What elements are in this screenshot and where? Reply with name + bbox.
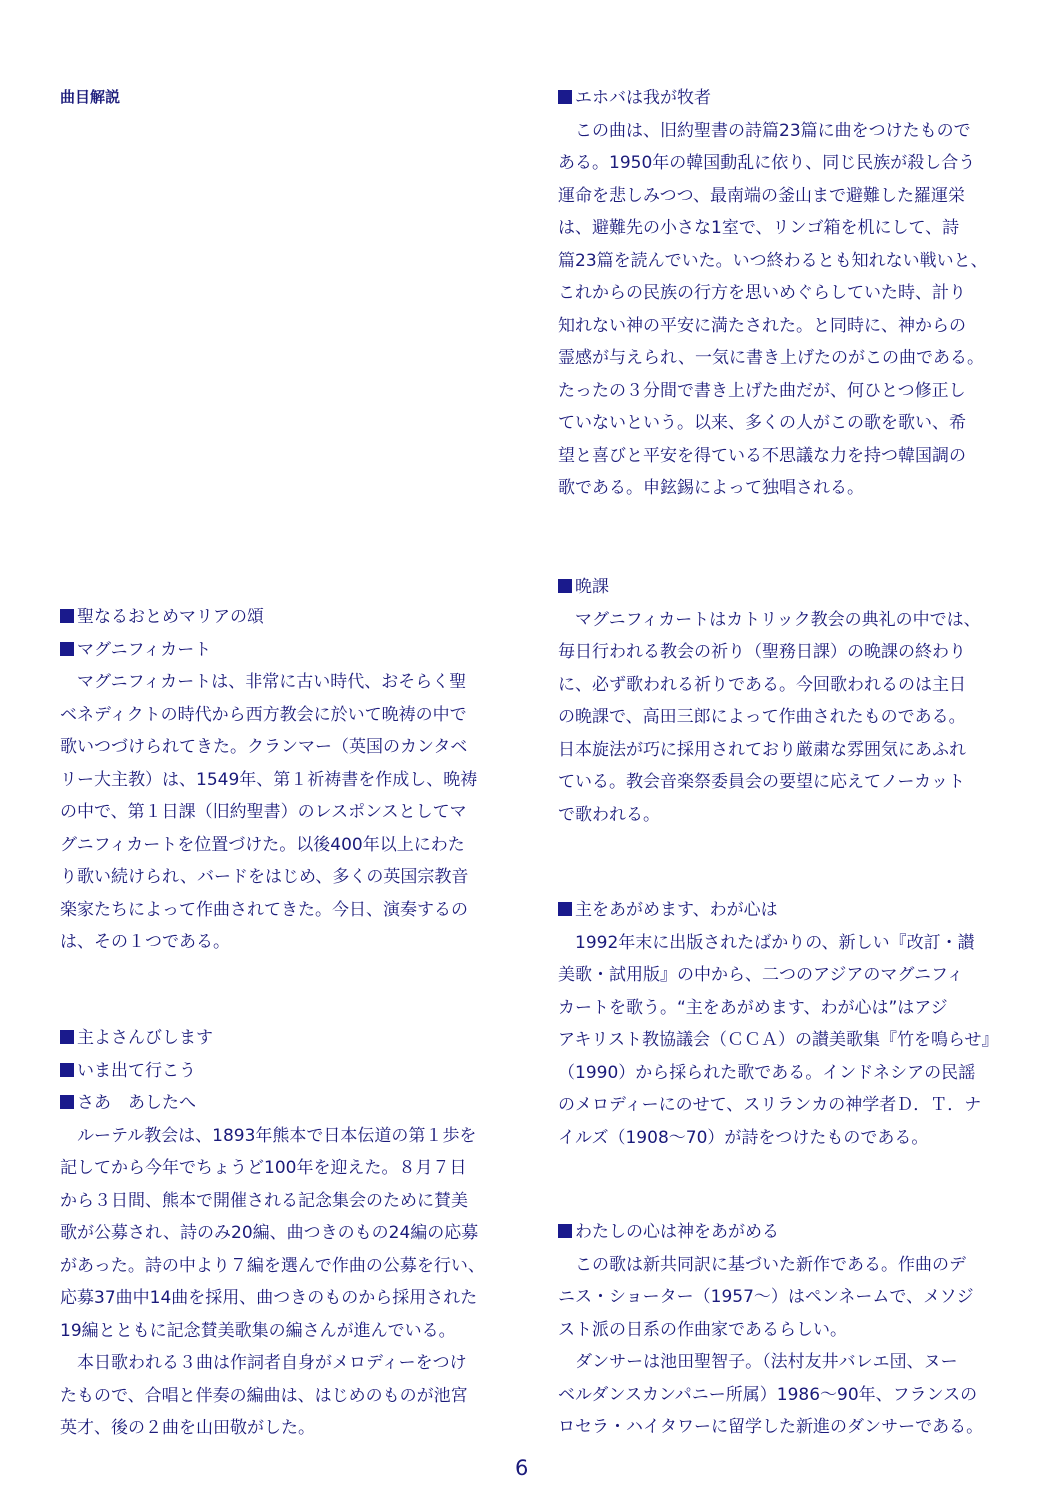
text-line: 知れない神の平安に満たされた。と同時に、神からの: [558, 315, 966, 336]
section-vespers: [558, 571, 1008, 831]
section-title: 聖なるおとめマリアの頌: [60, 601, 510, 634]
text-line: のメロディーにのせて、スリランカの神学者Ｄ．Ｔ．ナ: [558, 1095, 982, 1115]
text-line: ていないという。以来、多くの人がこの歌を歌い、希: [558, 413, 966, 433]
text-line: グニフィカートを位置づけた。以後400年以上にわた: [60, 834, 465, 855]
text-line: 応募37曲中14曲を採用、曲つきのものから採用された: [60, 1288, 478, 1308]
text-line: この曲は、旧約聖書の詩篇23篇に曲をつけたもので: [575, 120, 971, 141]
square-bullet-icon: [60, 642, 74, 656]
square-bullet-icon: [60, 1063, 74, 1077]
text-line: ベネディクトの時代から西方教会に於いて晩祷の中で: [60, 704, 467, 725]
text-line: イルズ（1908〜70）が詩をつけたものである。: [558, 1127, 929, 1148]
section-jehovah: [558, 82, 1008, 505]
text-line: 望と喜びと平安を得ている不思議な力を持つ韓国調の: [558, 445, 966, 466]
section-magnificat: [60, 601, 510, 959]
text-line: があった。詩の中より７編を選んで作曲の公募を行い、: [60, 1255, 485, 1276]
text-line: 英才、後の２曲を山田敬がした。: [60, 1418, 315, 1438]
text-line: 1992年末に出版されたばかりの、新しい『改訂・讃: [575, 932, 975, 953]
square-bullet-icon: [60, 1095, 74, 1109]
text-line: ルーテル教会は、1893年熊本で日本伝道の第１歩を: [77, 1125, 477, 1146]
square-bullet-icon: [60, 609, 74, 623]
text-line: マグニフィカートは、非常に古い時代、おそらく聖: [77, 672, 467, 692]
section-praise-my-heart: [558, 894, 1008, 1154]
text-line: で歌われる。: [558, 804, 660, 825]
text-line: 本日歌われる３曲は作詞者自身がメロディーをつけ: [77, 1353, 467, 1373]
section-title: 主をあがめます、わが心は: [558, 894, 1008, 927]
text-line: から３日間、熊本で開催される記念集会のために賛美: [60, 1190, 468, 1211]
text-line: これからの民族の行方を思いめぐらしていた時、計り: [558, 283, 966, 303]
text-line: 歌である。申鉉錫によって独唱される。: [558, 478, 864, 498]
text-line: は、その１つである。: [60, 932, 230, 952]
text-line: に、必ず歌われる祈りである。今回歌われるのは主日: [558, 674, 966, 695]
text-line: 日本旋法が巧に採用されており厳粛な雰囲気にあふれ: [558, 739, 966, 760]
text-line: アキリスト教協議会（ＣＣＡ）の讃美歌集『竹を鳴らせ』: [558, 1030, 999, 1050]
text-line: り歌い続けられ、バードをはじめ、多くの英国宗教音: [60, 867, 469, 887]
text-line: ニス・ショーター（1957〜）はペンネームで、メソジ: [558, 1287, 974, 1307]
page-number: 6: [515, 1456, 529, 1480]
text-line: ベルダンスカンパニー所属）1986〜90年、フランスの: [558, 1384, 978, 1405]
section-title: マグニフィカート: [60, 634, 510, 667]
text-line: は、避難先の小さな1室で、リンゴ箱を机にして、詩: [558, 218, 960, 238]
text-line: 歌が公募され、詩のみ20編、曲つきのもの24編の応募: [60, 1223, 479, 1243]
text-line: この歌は新共同訳に基づいた新作である。作曲のデ: [575, 1254, 966, 1275]
text-line: ている。教会音楽祭委員会の要望に応えてノーカット: [558, 772, 965, 792]
section-title: いま出て行こう: [60, 1055, 510, 1088]
square-bullet-icon: [558, 90, 572, 104]
text-line: リー大主教）は、1549年、第１祈祷書を作成し、晩祷: [60, 769, 478, 790]
square-bullet-icon: [558, 1224, 572, 1238]
square-bullet-icon: [60, 1030, 74, 1044]
text-line: たもので、合唱と伴奏の編曲は、はじめのものが池宮: [60, 1385, 468, 1406]
page-heading: 曲目解説: [60, 88, 121, 106]
text-line: 19編とともに記念賛美歌集の編さんが進んでいる。: [60, 1320, 456, 1341]
text-line: 毎日行われる教会の祈り（聖務日課）の晩課の終わり: [558, 642, 966, 662]
text-line: 記してから今年でちょうど100年を迎えた。８月７日: [60, 1158, 467, 1178]
text-line: （1990）から採られた歌である。インドネシアの民謡: [558, 1062, 976, 1083]
text-line: 運命を悲しみつつ、最南端の釜山まで避難した羅運栄: [558, 185, 965, 206]
text-line: 楽家たちによって作曲されてきた。今日、演奏するの: [60, 899, 468, 920]
text-line: の晩課で、高田三郎によって作曲されたものである。: [558, 707, 966, 727]
section-title: エホバは我が牧者: [558, 82, 1008, 115]
text-line: 歌いつづけられてきた。クランマー（英国のカンタベ: [60, 737, 468, 757]
text-line: ダンサーは池田聖智子。（法村友井バレエ団、ヌー: [575, 1352, 958, 1372]
text-line: の中で、第１日課（旧約聖書）のレスポンスとしてマ: [60, 802, 467, 822]
section-title: わたしの心は神をあがめる: [558, 1216, 1008, 1249]
section-lutheran-hymns: [60, 1022, 510, 1445]
square-bullet-icon: [558, 902, 572, 916]
section-title: 主よさんびします: [60, 1022, 510, 1055]
section-title: さあ あしたへ: [60, 1087, 510, 1120]
text-line: マグニフィカートはカトリック教会の典礼の中では、: [575, 609, 981, 630]
text-line: ロセラ・ハイタワーに留学した新進のダンサーである。: [558, 1417, 984, 1437]
square-bullet-icon: [558, 579, 572, 593]
text-line: カートを歌う。“主をあがめます、わが心は”はアジ: [558, 997, 948, 1018]
text-line: 霊感が与えられ、一気に書き上げたのがこの曲である。: [558, 348, 985, 368]
text-line: 篇23篇を読んでいた。いつ終わるとも知れない戦いと、: [558, 250, 988, 271]
text-line: スト派の日系の作曲家であるらしい。: [558, 1319, 847, 1340]
text-line: ある。1950年の韓国動乱に依り、同じ民族が殺し合う: [558, 153, 976, 173]
text-line: 美歌・試用版』の中から、二つのアジアのマグニフィ: [558, 965, 964, 985]
text-line: たったの３分間で書き上げた曲だが、何ひとつ修正し: [558, 380, 966, 401]
section-my-soul: [558, 1216, 1008, 1444]
section-title: 晩課: [558, 571, 1008, 604]
